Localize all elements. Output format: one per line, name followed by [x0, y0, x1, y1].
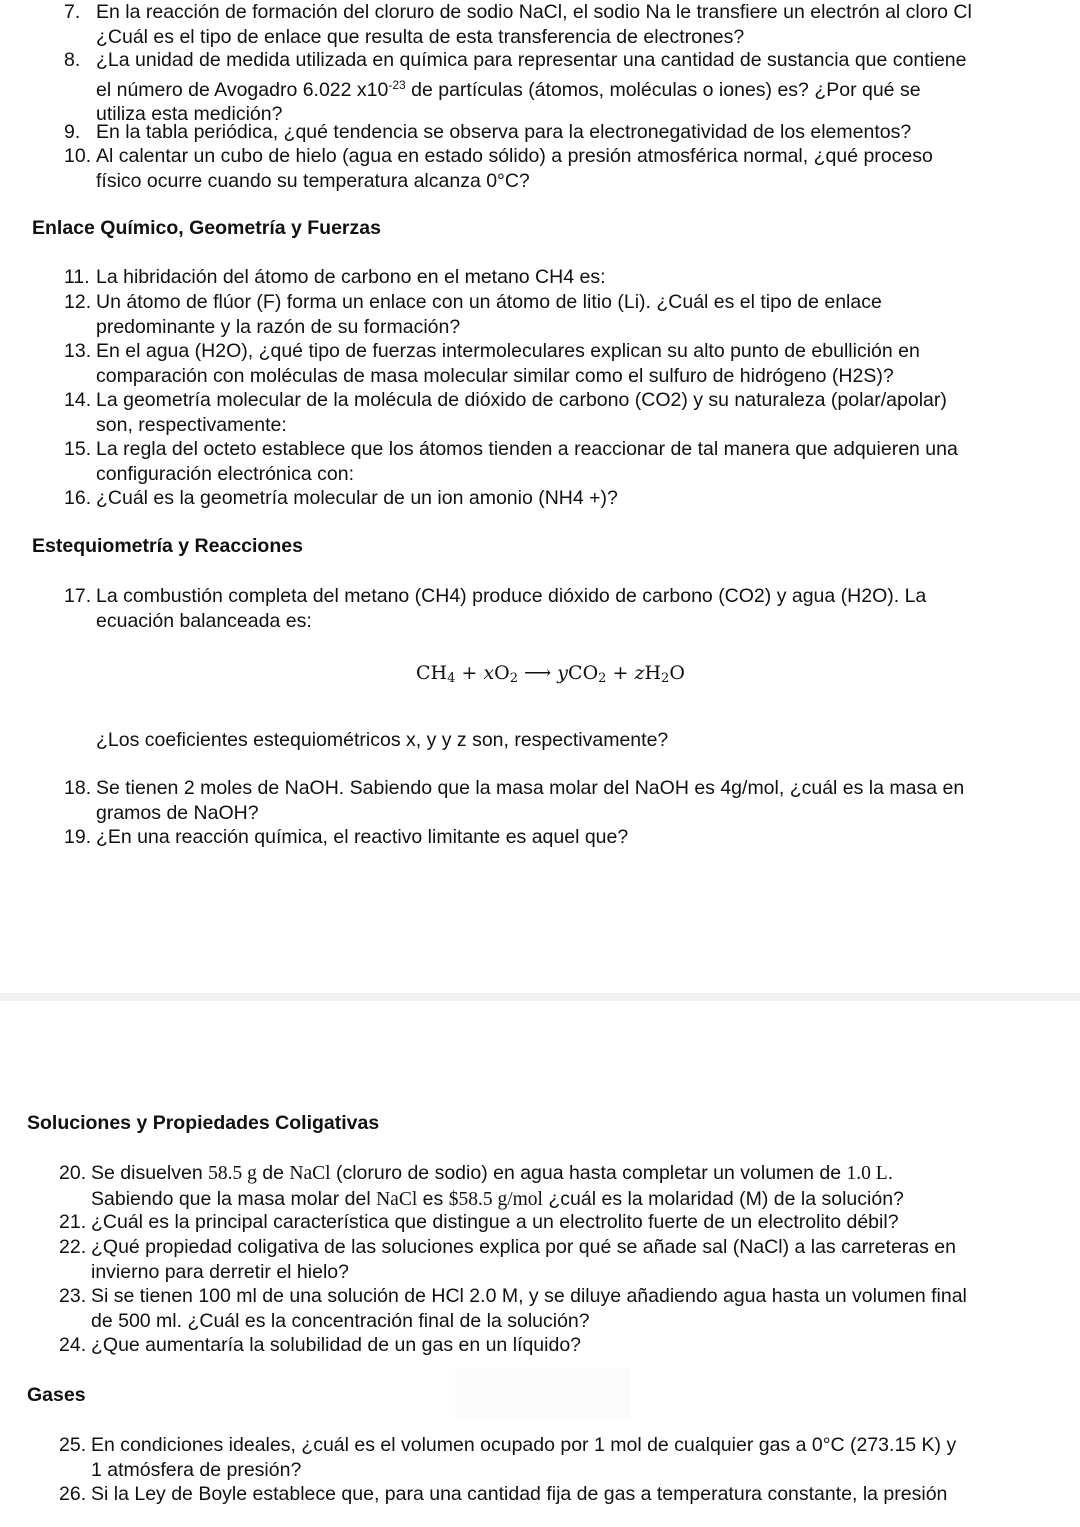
question-text: son, respectivamente:	[96, 413, 287, 436]
question-text: ¿Cuál es la principal característica que distingue a un electrolito fuerte de un electrolito débil?	[91, 1211, 899, 1233]
eq-term: CH	[416, 662, 448, 684]
question-text: ¿Que aumentaría la solubilidad de un gas en un líquido?	[91, 1334, 582, 1356]
question-text: ¿En una reacción química, el reactivo limitante es aquel que?	[96, 826, 629, 848]
math-value: $58.5 g/mol	[448, 1188, 543, 1210]
eq-sub: 2	[661, 671, 670, 686]
eq-op: +	[455, 662, 484, 684]
question-19	[64, 825, 628, 850]
question-number: 7.	[64, 1, 81, 23]
text-fragment: Se disuelven	[91, 1162, 209, 1184]
text-fragment: ¿cuál es la molaridad (M) de la solución?	[542, 1187, 904, 1210]
question-text: La geometría molecular de la molécula de dióxido de carbono (CO2) y su naturaleza (polar/apolar)	[96, 389, 947, 411]
question-text: Si se tienen 100 ml de una solución de HCl 2.0 M, y se diluye añadiendo agua hasta un volumen final	[91, 1285, 967, 1307]
question-text: ¿Cuál es la geometría molecular de un ion amonio (NH4 +)?	[96, 487, 618, 509]
math-value: NaCl	[376, 1188, 418, 1210]
question-text: configuración electrónica con:	[96, 462, 354, 485]
chemical-equation	[416, 662, 685, 686]
page-separator	[0, 993, 1080, 1001]
text-fragment: Sabiendo que la masa molar del	[91, 1187, 377, 1210]
question-text: La combustión completa del metano (CH4) produce dióxido de carbono (CO2) y agua (H2O). La	[96, 585, 927, 607]
question-24	[59, 1333, 581, 1358]
question-number: 22.	[59, 1236, 87, 1258]
question-16	[64, 486, 618, 511]
question-11	[64, 265, 606, 290]
text-fragment: el número de Avogadro 6.022 x10	[96, 78, 389, 101]
section-heading-enlace: Enlace Químico, Geometría y Fuerzas	[32, 217, 381, 239]
question-number: 9.	[64, 121, 81, 143]
question-number: 25.	[59, 1434, 87, 1456]
eq-sub: 2	[598, 671, 607, 686]
eq-var: x	[483, 662, 495, 684]
question-21	[59, 1210, 899, 1235]
question-text: En la reacción de formación del cloruro de sodio NaCl, el sodio Na le transfiere un electrón al cloro Cl	[96, 1, 972, 23]
question-13	[64, 339, 920, 388]
eq-term: O	[494, 662, 510, 684]
math-value: NaCl	[289, 1163, 331, 1184]
text-fragment: de	[256, 1162, 290, 1184]
question-text	[64, 73, 967, 103]
eq-sub: 2	[509, 671, 518, 686]
question-26	[59, 1482, 947, 1507]
eq-sub: 4	[447, 671, 456, 686]
eq-var: y	[557, 662, 569, 684]
math-value: 1.0 L	[846, 1163, 888, 1184]
question-number: 13.	[64, 340, 92, 362]
question-number: 16.	[64, 487, 92, 509]
question-text: En la tabla periódica, ¿qué tendencia se observa para la electronegatividad de los elementos?	[96, 121, 912, 143]
question-text: En el agua (H2O), ¿qué tipo de fuerzas intermoleculares explican su alto punto de ebullición en	[96, 340, 920, 362]
eq-arrow: ⟶	[517, 662, 558, 684]
question-text: ¿Cuál es el tipo de enlace que resulta de esta transferencia de electrones?	[96, 25, 745, 48]
question-text: 1 atmósfera de presión?	[91, 1458, 302, 1481]
question-12	[64, 290, 882, 339]
question-text: La regla del octeto establece que los átomos tienden a reaccionar de tal manera que adquieren una	[96, 438, 958, 460]
eq-term: H	[644, 662, 662, 684]
question-text: Se tienen 2 moles de NaOH. Sabiendo que la masa molar del NaOH es 4g/mol, ¿cuál es la masa en	[96, 777, 965, 799]
question-9	[64, 120, 911, 145]
text-fragment: de partículas (átomos, moléculas o iones) es? ¿Por qué se	[405, 78, 921, 101]
question-text	[59, 1161, 904, 1187]
question-number: 15.	[64, 438, 92, 460]
question-7	[64, 0, 972, 49]
text-fragment: .	[887, 1162, 894, 1184]
question-text: Si la Ley de Boyle establece que, para una cantidad fija de gas a temperatura constante, la presión	[91, 1483, 948, 1505]
question-number: 14.	[64, 389, 92, 411]
eq-op: +	[606, 662, 635, 684]
question-number: 10.	[64, 145, 92, 167]
text-fragment: (cloruro de sodio) en agua hasta completar un volumen de	[330, 1162, 847, 1184]
question-number: 8.	[64, 49, 81, 71]
question-number: 17.	[64, 585, 92, 607]
question-text: de 500 ml. ¿Cuál es la concentración final de la solución?	[91, 1309, 590, 1332]
question-text: La hibridación del átomo de carbono en el metano CH4 es:	[96, 266, 606, 288]
question-number: 23.	[59, 1285, 87, 1307]
question-25	[59, 1433, 956, 1482]
eq-var: z	[634, 662, 645, 684]
question-text: utiliza esta medición?	[96, 103, 283, 125]
question-text: ¿Qué propiedad coligativa de las soluciones explica por qué se añade sal (NaCl) a las carreteras en	[91, 1236, 956, 1258]
faint-watermark	[455, 1368, 630, 1420]
question-text: Un átomo de flúor (F) forma un enlace con un átomo de litio (Li). ¿Cuál es el tipo de enlace	[96, 291, 882, 313]
question-14	[64, 388, 947, 437]
question-number: 19.	[64, 826, 92, 848]
math-value: 58.5 g	[208, 1163, 257, 1184]
question-22	[59, 1235, 956, 1284]
eq-term: O	[669, 662, 685, 684]
question-number: 12.	[64, 291, 92, 313]
section-heading-gases: Gases	[27, 1384, 86, 1406]
question-18	[64, 776, 964, 825]
question-number: 20.	[59, 1162, 87, 1184]
question-number: 26.	[59, 1483, 87, 1505]
question-text: ¿La unidad de medida utilizada en química para representar una cantidad de sustancia que contiene	[96, 49, 967, 71]
section-heading-soluciones: Soluciones y Propiedades Coligativas	[27, 1112, 380, 1134]
question-text	[59, 1187, 904, 1213]
question-text: invierno para derretir el hielo?	[91, 1260, 349, 1283]
question-number: 21.	[59, 1211, 87, 1233]
question-10	[64, 144, 933, 193]
question-23	[59, 1284, 967, 1333]
question-text: comparación con moléculas de masa molecular similar como el sulfuro de hidrógeno (H2S)?	[96, 364, 894, 387]
question-number: 24.	[59, 1334, 87, 1356]
question-text: ecuación balanceada es:	[96, 609, 312, 632]
eq-term: CO	[568, 662, 599, 684]
question-17-follow: ¿Los coeficientes estequiométricos x, y y z son, respectivamente?	[96, 729, 669, 751]
question-20	[59, 1161, 904, 1212]
question-text: Al calentar un cubo de hielo (agua en estado sólido) a presión atmosférica normal, ¿qué proceso	[96, 145, 933, 167]
exponent: -23	[388, 77, 406, 92]
question-text: físico ocurre cuando su temperatura alcanza 0°C?	[96, 169, 530, 192]
question-15	[64, 437, 958, 486]
text-fragment: es	[417, 1187, 449, 1210]
question-text: predominante y la razón de su formación?	[96, 315, 461, 338]
question-text: gramos de NaOH?	[96, 801, 259, 824]
question-text: En condiciones ideales, ¿cuál es el volumen ocupado por 1 mol de cualquier gas a 0°C (273.15 K) y	[91, 1434, 957, 1456]
question-number: 18.	[64, 777, 92, 799]
question-number: 11.	[64, 266, 90, 288]
question-8	[64, 48, 967, 127]
question-17	[64, 584, 926, 633]
section-heading-estequiometria: Estequiometría y Reacciones	[32, 535, 303, 557]
